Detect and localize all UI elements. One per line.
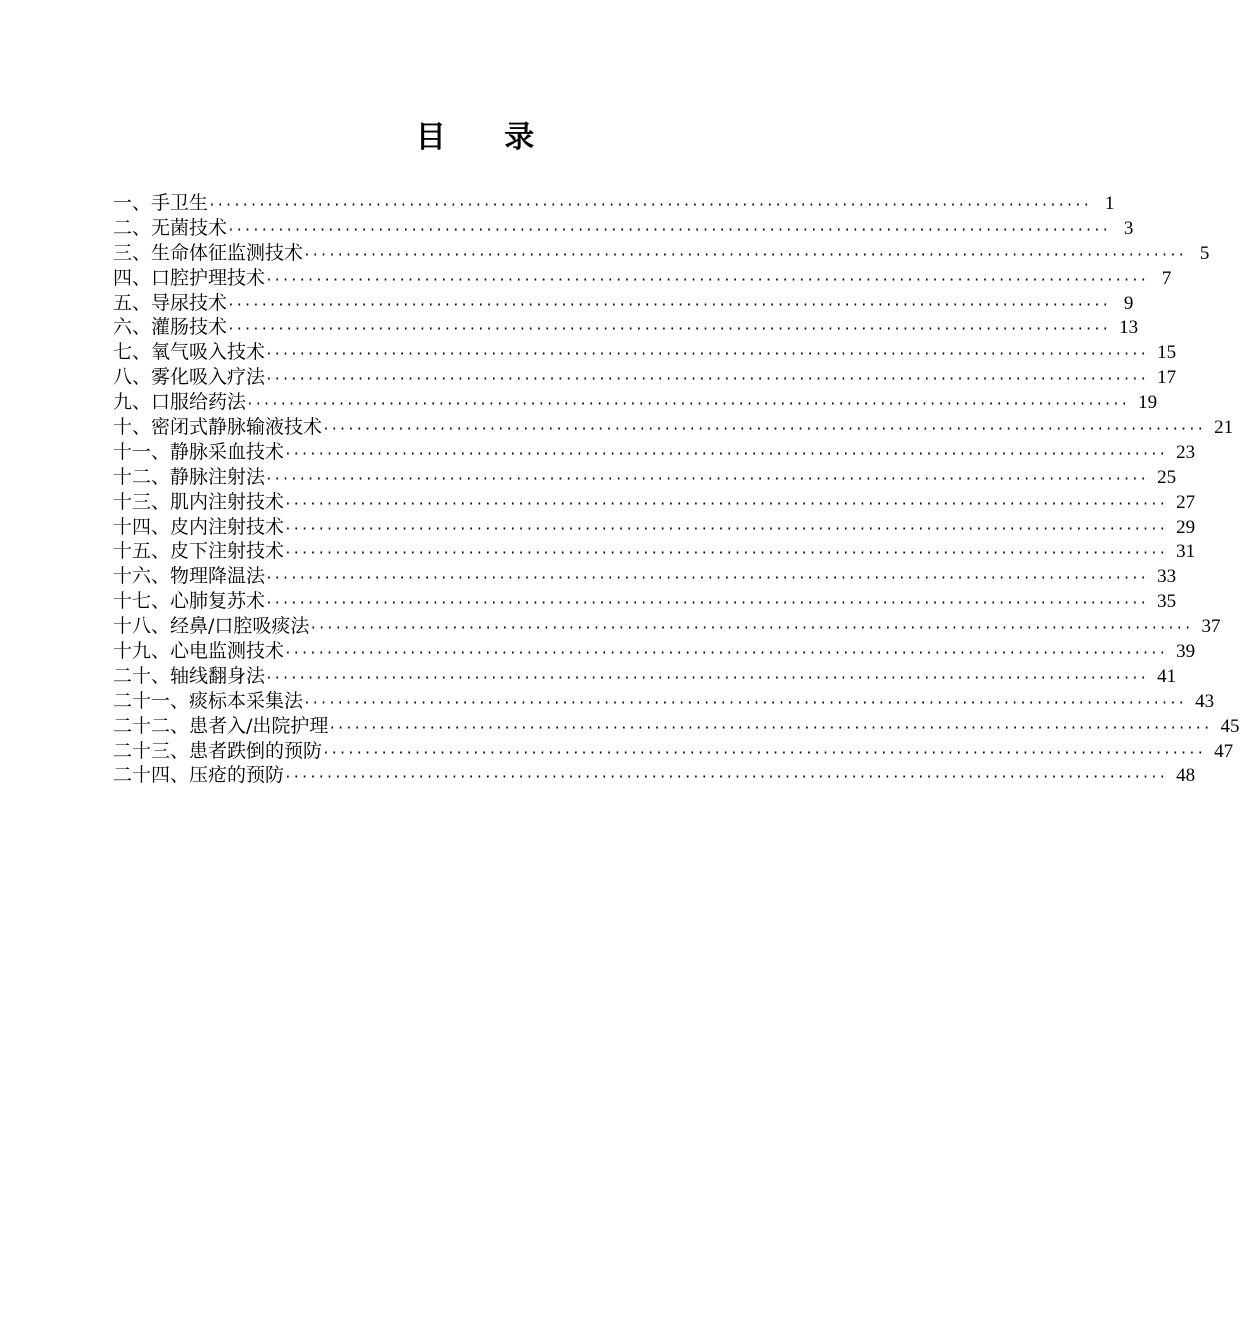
toc-entry-page: 1 <box>1104 193 1115 214</box>
toc-entry[interactable] <box>113 490 1196 515</box>
toc-entry-label: 二十三、患者跌倒的预防 <box>113 739 323 762</box>
toc-entry[interactable] <box>113 664 1177 689</box>
toc-entry-page: 33 <box>1157 566 1177 588</box>
toc-entry[interactable] <box>113 539 1196 564</box>
toc-entry-label: 十五、皮下注射技术 <box>113 540 285 563</box>
toc-entry[interactable] <box>113 739 1234 764</box>
toc-leader-dots: ·········································································································· <box>265 471 1148 487</box>
toc-leader-dots: ·········································································································· <box>246 397 1129 413</box>
toc-entry-label: 六、灌肠技术 <box>113 316 228 339</box>
toc-entry-label: 二、无菌技术 <box>113 216 228 239</box>
toc-leader-dots: ·········································································································· <box>309 621 1193 637</box>
toc-entry[interactable] <box>113 216 1134 241</box>
toc-entry[interactable] <box>113 340 1177 365</box>
toc-entry-label: 十六、物理降温法 <box>113 565 266 588</box>
toc-entry-page: 27 <box>1176 491 1196 513</box>
toc-entry[interactable] <box>113 465 1177 490</box>
toc-entry-label: 二十二、患者入/出院护理 <box>113 714 329 737</box>
toc-entry[interactable] <box>113 291 1134 316</box>
toc-entry-page: 23 <box>1176 441 1196 463</box>
toc-entry[interactable] <box>113 763 1196 788</box>
toc-entry-label: 十、密闭式静脉输液技术 <box>113 416 323 439</box>
toc-entry-label: 十四、皮内注射技术 <box>113 515 285 538</box>
toc-leader-dots: ·········································································································· <box>284 496 1167 512</box>
toc-entry[interactable] <box>113 515 1196 540</box>
toc-entry-page: 15 <box>1157 342 1177 364</box>
toc-leader-dots: ·········································································································· <box>227 297 1110 313</box>
table-of-contents <box>113 191 1240 788</box>
toc-leader-dots: ·········································································································· <box>303 247 1186 263</box>
toc-leader-dots: ·········································································································· <box>227 322 1110 338</box>
toc-entry-page: 29 <box>1176 516 1196 538</box>
toc-entry-page: 7 <box>1161 267 1172 289</box>
toc-leader-dots: ·········································································································· <box>265 372 1148 388</box>
toc-leader-dots: ·········································································································· <box>284 646 1167 662</box>
toc-leader-dots: ·········································································································· <box>284 446 1167 462</box>
toc-entry-page: 25 <box>1157 466 1177 488</box>
toc-entry[interactable] <box>113 415 1234 440</box>
toc-entry-page: 3 <box>1123 217 1134 239</box>
toc-entry-page: 13 <box>1119 317 1139 339</box>
toc-leader-dots: ·········································································································· <box>208 198 1091 213</box>
toc-leader-dots: ·········································································································· <box>284 770 1167 786</box>
toc-entry[interactable] <box>113 315 1139 340</box>
page-title: 目 录 <box>415 120 559 155</box>
toc-entry[interactable] <box>113 589 1177 614</box>
toc-entry-label: 一、手卫生 <box>113 192 209 214</box>
toc-entry-label: 十九、心电监测技术 <box>113 640 285 663</box>
toc-entry-label: 十八、经鼻/口腔吸痰法 <box>113 615 310 638</box>
toc-entry-page: 35 <box>1157 591 1177 613</box>
toc-entry-label: 十三、肌内注射技术 <box>113 490 285 513</box>
toc-entry-label: 十一、静脉采血技术 <box>113 440 285 463</box>
toc-entry-page: 17 <box>1157 367 1177 389</box>
toc-leader-dots: ·········································································································· <box>265 347 1148 363</box>
toc-entry-page: 43 <box>1195 690 1215 712</box>
toc-entry-label: 十二、静脉注射法 <box>113 465 266 488</box>
toc-leader-dots: ·········································································································· <box>303 695 1186 711</box>
toc-entry[interactable] <box>113 365 1177 390</box>
toc-leader-dots: ·········································································································· <box>322 745 1205 761</box>
toc-entry[interactable] <box>113 714 1240 739</box>
toc-entry[interactable] <box>113 639 1196 664</box>
toc-leader-dots: ·········································································································· <box>265 571 1148 587</box>
toc-entry-page: 41 <box>1157 665 1177 687</box>
toc-entry-label: 五、导尿技术 <box>113 291 228 314</box>
toc-entry[interactable] <box>113 266 1172 291</box>
toc-leader-dots: ·········································································································· <box>265 272 1148 288</box>
toc-entry-label: 二十四、压疮的预防 <box>113 764 285 787</box>
toc-entry-page: 21 <box>1214 417 1234 439</box>
toc-leader-dots: ·········································································································· <box>284 521 1167 537</box>
toc-leader-dots: ·········································································································· <box>227 222 1110 238</box>
toc-entry-label: 七、氧气吸入技术 <box>113 341 266 364</box>
toc-entry-page: 39 <box>1176 641 1196 663</box>
toc-entry[interactable] <box>113 390 1158 415</box>
toc-entry[interactable] <box>113 689 1215 714</box>
toc-entry-page: 47 <box>1214 740 1234 762</box>
toc-entry[interactable] <box>113 440 1196 465</box>
toc-leader-dots: ·········································································································· <box>265 670 1148 686</box>
toc-entry-page: 5 <box>1199 242 1210 264</box>
toc-leader-dots: ·········································································································· <box>265 596 1148 612</box>
toc-entry-page: 37 <box>1201 616 1221 638</box>
toc-entry[interactable] <box>113 241 1210 266</box>
toc-entry-label: 二十、轴线翻身法 <box>113 664 266 687</box>
toc-entry[interactable] <box>113 564 1177 589</box>
toc-entry-label: 九、口服给药法 <box>113 391 247 414</box>
toc-entry-label: 十七、心肺复苏术 <box>113 590 266 613</box>
toc-entry-page: 45 <box>1220 715 1240 737</box>
toc-entry-page: 31 <box>1176 541 1196 563</box>
toc-entry[interactable] <box>113 191 1115 216</box>
toc-entry-page: 48 <box>1176 765 1196 787</box>
toc-leader-dots: ·········································································································· <box>284 546 1167 562</box>
toc-leader-dots: ·········································································································· <box>322 422 1205 438</box>
toc-entry-label: 三、生命体征监测技术 <box>113 241 304 264</box>
toc-entry-label: 八、雾化吸入疗法 <box>113 366 266 389</box>
toc-entry-page: 9 <box>1123 292 1134 314</box>
toc-entry-page: 19 <box>1138 392 1158 414</box>
toc-entry-label: 二十一、痰标本采集法 <box>113 689 304 712</box>
toc-entry[interactable] <box>113 614 1221 639</box>
toc-entry-label: 四、口腔护理技术 <box>113 266 266 289</box>
toc-leader-dots: ·········································································································· <box>328 720 1212 736</box>
